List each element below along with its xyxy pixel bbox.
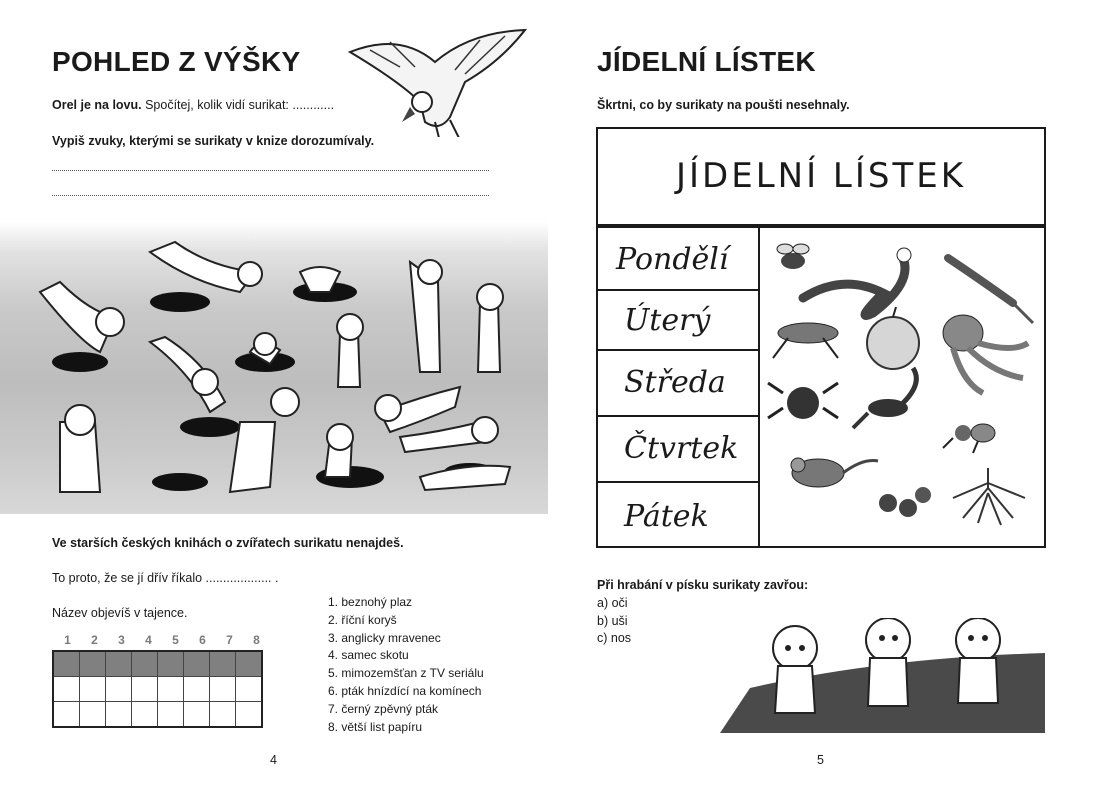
food-items-illustration bbox=[763, 233, 1038, 538]
eagle-question-text: Spočítej, kolik vidí surikat: ............ bbox=[141, 98, 335, 112]
clue-item: 1. beznohý plaz bbox=[328, 595, 413, 609]
clue-item: 7. černý zpěvný pták bbox=[328, 701, 439, 716]
crossword-grid[interactable] bbox=[52, 650, 263, 728]
page-number-right: 5 bbox=[817, 753, 824, 767]
clue-item: 6. pták hnízdící na komínech bbox=[328, 683, 482, 698]
meerkats-illustration bbox=[0, 222, 548, 514]
menu-question: Škrtni, co by surikaty na poušti nesehnaly. bbox=[597, 98, 850, 112]
left-page-title: POHLED Z VÝŠKY bbox=[52, 46, 301, 77]
eagle-question bbox=[52, 97, 334, 113]
menu-header-text: JÍDELNÍ LÍSTEK bbox=[675, 156, 967, 196]
digging-options bbox=[597, 595, 631, 648]
day-label: Středa bbox=[624, 365, 726, 400]
day-cell bbox=[598, 291, 758, 351]
octopus-icon bbox=[943, 315, 1028, 393]
day-label: Čtvrtek bbox=[624, 431, 739, 466]
berries-icon bbox=[879, 487, 931, 517]
crossword-instruction: Název objevíš v tajence. bbox=[52, 606, 188, 620]
option-a[interactable]: a) oči bbox=[597, 596, 628, 610]
scorpion-icon bbox=[853, 368, 916, 428]
root-icon bbox=[953, 468, 1025, 525]
clue-item: 2. říční koryš bbox=[328, 612, 397, 627]
answer-line-1[interactable] bbox=[52, 170, 489, 171]
crossword-number: 5 bbox=[172, 633, 179, 647]
old-name-question: To proto, že se jí dřív říkalo ................... . bbox=[52, 571, 279, 585]
crossword-number: 4 bbox=[145, 633, 152, 647]
grasshopper-icon bbox=[773, 323, 838, 358]
right-page-title: JÍDELNÍ LÍSTEK bbox=[597, 46, 816, 77]
clue-item: 5. mimozemšťan z TV seriálu bbox=[328, 666, 484, 681]
day-cell bbox=[598, 228, 758, 291]
option-b[interactable]: b) uši bbox=[597, 613, 628, 628]
day-label: Pondělí bbox=[616, 242, 729, 277]
fly-icon bbox=[777, 244, 809, 269]
crossword-clues bbox=[328, 594, 484, 736]
answer-line-2[interactable] bbox=[52, 195, 489, 196]
crossword-number: 3 bbox=[118, 633, 125, 647]
day-label: Pátek bbox=[624, 499, 709, 534]
crossword-number: 8 bbox=[253, 633, 260, 647]
old-books-question: Ve starších českých knihách o zvířatech surikatu nenajdeš. bbox=[52, 536, 404, 550]
menu-header-box bbox=[596, 127, 1046, 226]
crossword-number: 1 bbox=[64, 633, 71, 647]
clue-item: 4. samec skotu bbox=[328, 648, 409, 663]
menu-body-box bbox=[596, 226, 1046, 548]
day-cell bbox=[598, 417, 758, 483]
sounds-question: Vypiš zvuky, kterými se surikaty v knize dorozumívaly. bbox=[52, 134, 375, 148]
spider-icon bbox=[768, 383, 838, 419]
day-cell bbox=[598, 351, 758, 417]
crossword-number: 7 bbox=[226, 633, 233, 647]
clue-item: 8. větší list papíru bbox=[328, 719, 423, 734]
ant-icon bbox=[943, 424, 995, 453]
day-cell bbox=[598, 483, 758, 550]
clue-item: 3. anglicky mravenec bbox=[328, 630, 441, 645]
digging-question: Při hrabání v písku surikaty zavřou: bbox=[597, 578, 809, 592]
lizard-icon bbox=[948, 258, 1033, 323]
crossword-numbers bbox=[54, 633, 270, 647]
day-label: Úterý bbox=[624, 303, 711, 338]
three-meerkats-illustration bbox=[720, 618, 1045, 733]
days-column bbox=[598, 228, 760, 546]
crossword-number: 2 bbox=[91, 633, 98, 647]
crossword-number: 6 bbox=[199, 633, 206, 647]
meerkat-scene bbox=[0, 222, 548, 514]
snake-icon bbox=[803, 248, 911, 316]
eagle-question-bold: Orel je na lovu. bbox=[52, 98, 142, 112]
option-c[interactable]: c) nos bbox=[597, 631, 632, 645]
mouse-icon bbox=[791, 458, 878, 487]
page-number-left: 4 bbox=[270, 753, 277, 767]
eagle-illustration bbox=[340, 22, 530, 137]
